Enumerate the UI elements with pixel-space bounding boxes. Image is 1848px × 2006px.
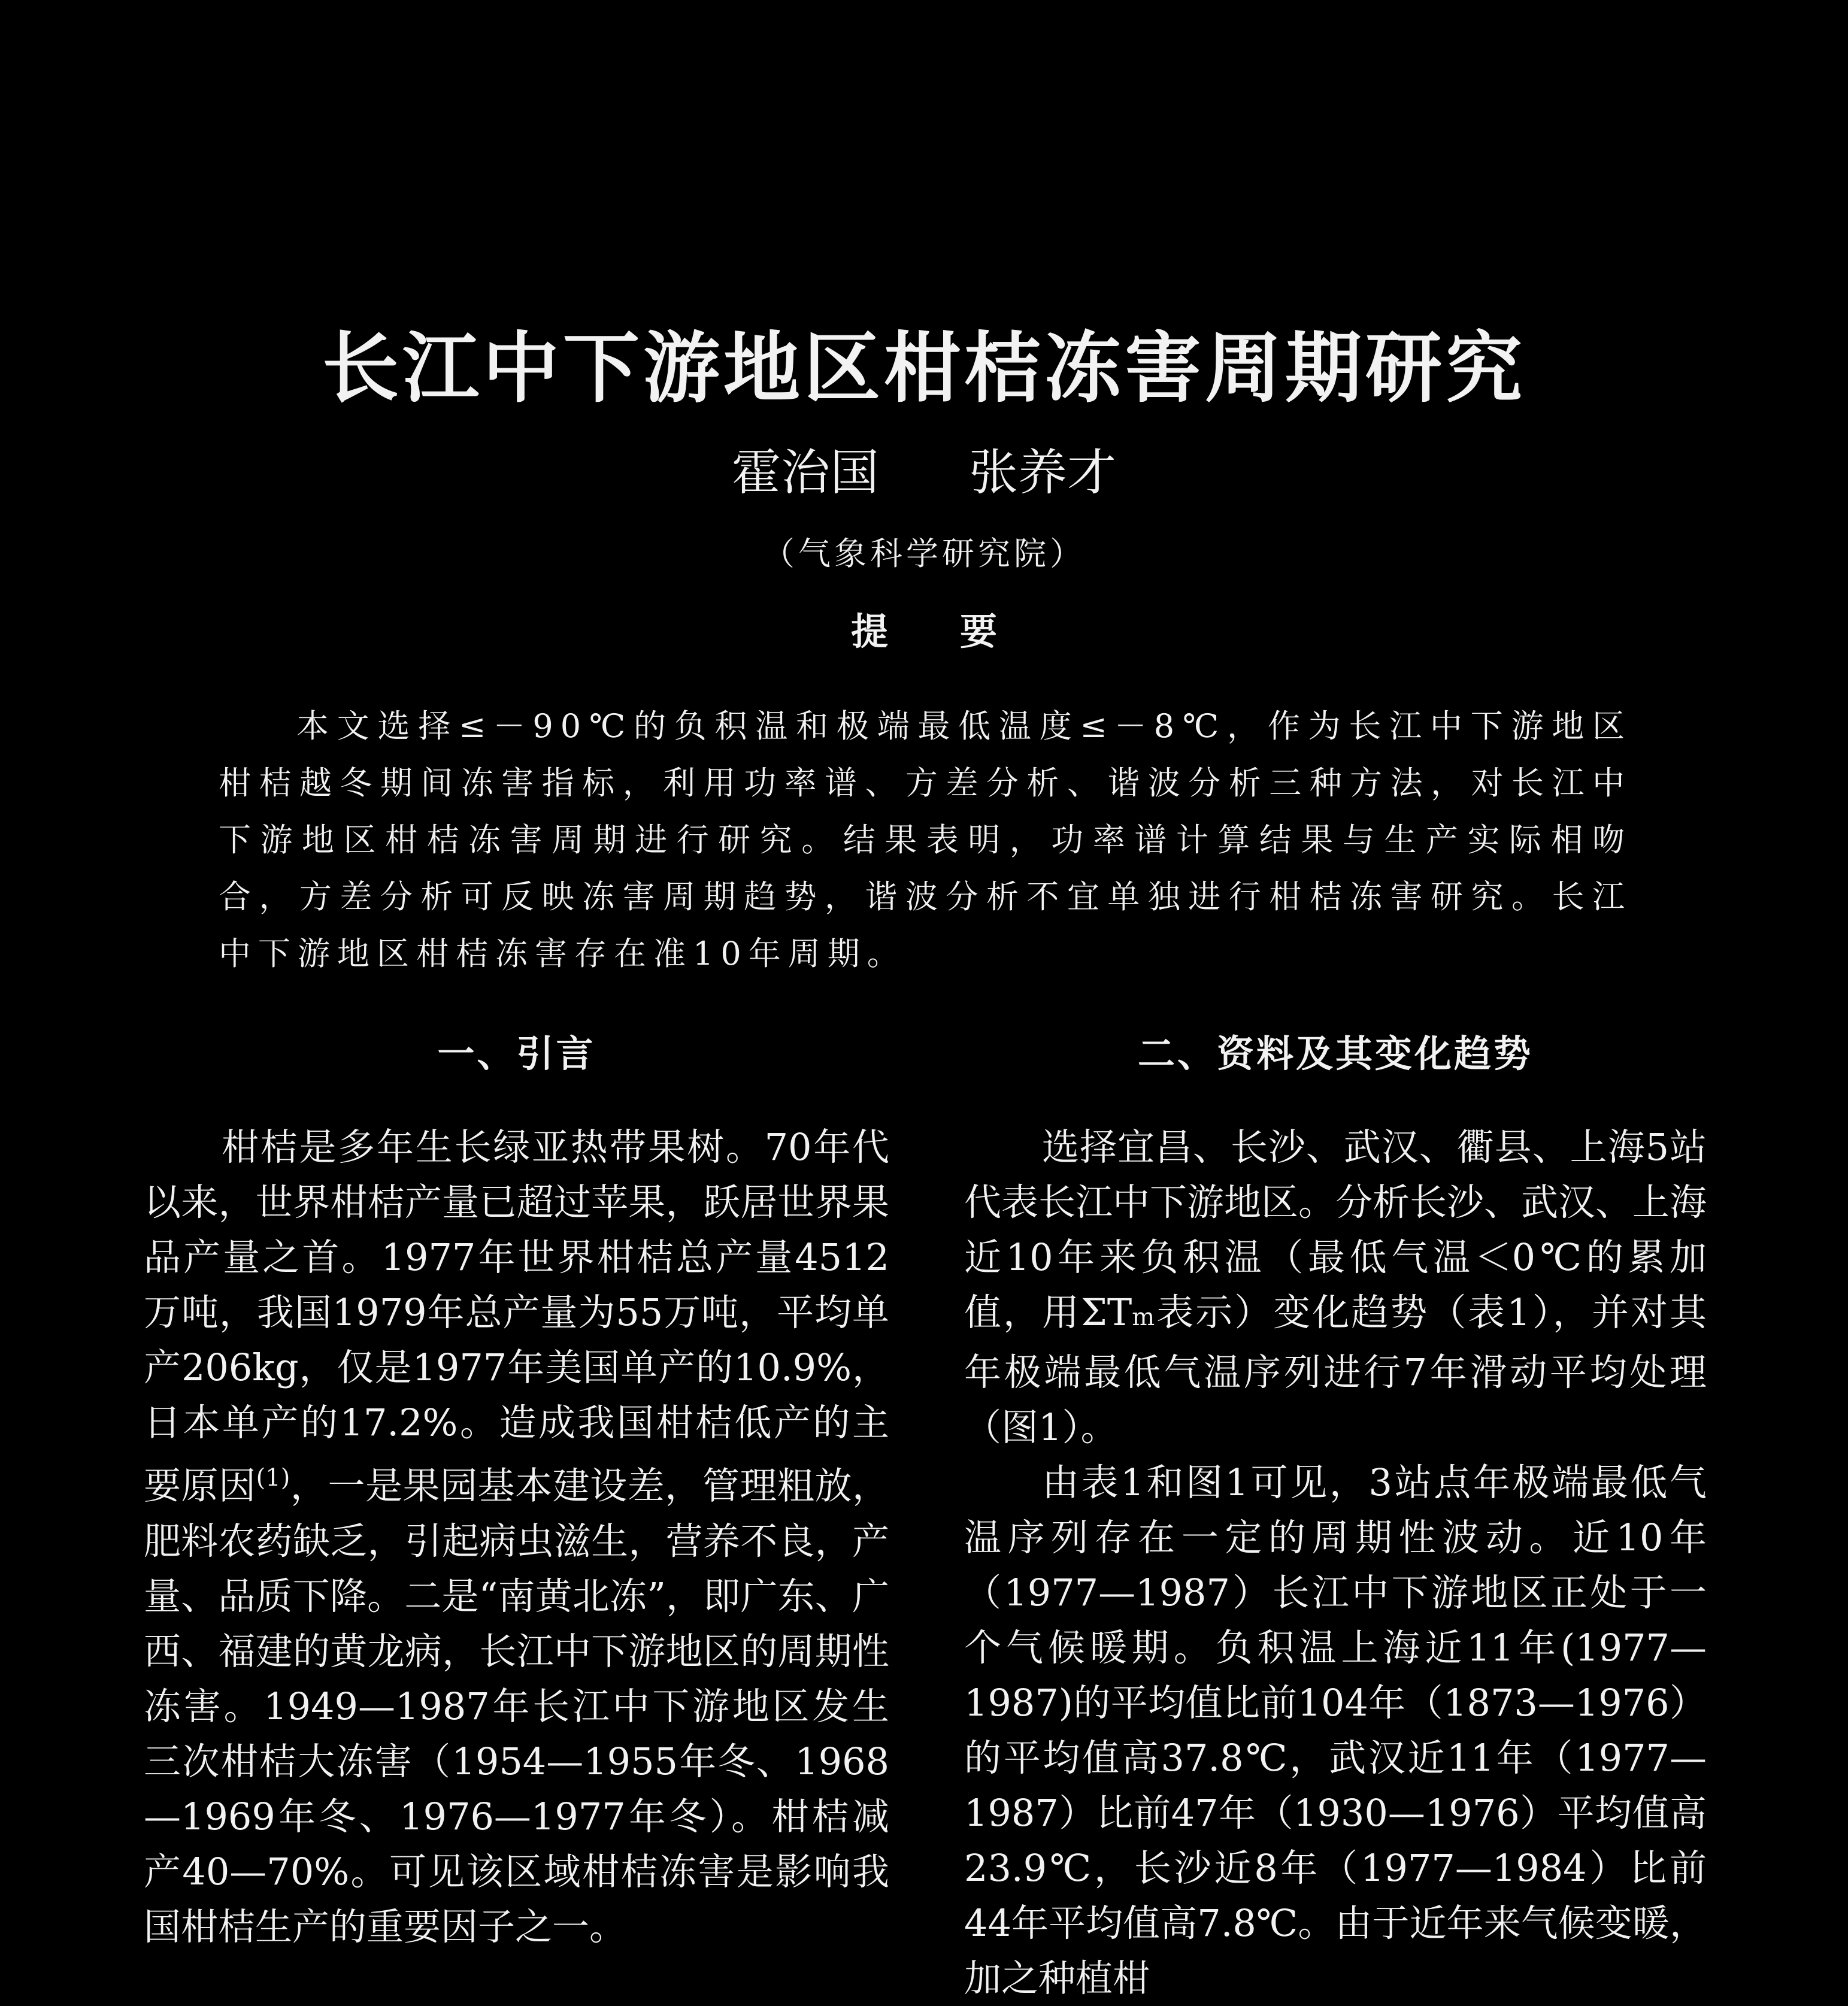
data-paragraph-1	[964, 1120, 1707, 1455]
affiliation: （气象科学研究院）	[762, 535, 1086, 572]
abstract-text: 本文选择≤－90℃的负积温和极端最低温度≤－8℃，作为长江中下游地区柑桔越冬期间冻害指标，利用功率谱、方差分析、谐波分析三种方法，对长江中下游地区柑桔冻害周期进行研究。结果表明，功率谱计算结果与生产实际相吻合，方差分析可反映冻害周期趋势，谐波分析不宜单独进行柑桔冻害研究。长江中下游地区柑桔冻害存在准10年周期。	[219, 707, 1632, 972]
author-name: 霍治国	[731, 444, 879, 501]
paper-title: 长江中下游地区柑桔冻害周期研究	[322, 323, 1526, 413]
citation-ref: (1)	[256, 1464, 290, 1492]
subscript-m: m	[1132, 1304, 1155, 1331]
intro-paragraph	[144, 1120, 889, 1955]
data-paragraph-2: 由表1和图1可见，3站点年极端最低气温序列存在一定的周期性波动。近10年（1977—1987）长江中下游地区正处于一个气候暖期。负积温上海近11年(1977—1987)的平均值比前104年（1873—1976）的平均值高37.8℃，武汉近11年（1977—1987）比前47年（1930—1976）平均值高23.9℃，长沙近8年（1977—1984）比前44年平均值高7.8℃。由于近年来气候变暖，加之种植柑	[964, 1460, 1707, 2000]
author-list	[0, 443, 1848, 503]
abstract-heading: 提要	[850, 610, 1069, 653]
section-heading-data: 二、资料及其变化趋势	[1137, 1032, 1533, 1075]
section-heading-intro: 一、引言	[437, 1032, 596, 1075]
data-text-part: 表示）变化趋势（表1），并对其年极端最低气温序列进行7年滑动平均处理（图1）。	[964, 1290, 1707, 1449]
author-name: 张养才	[969, 444, 1117, 501]
data-text-part: 选择宜昌、长沙、武汉、衢县、上海5站代表长江中下游地区。分析长沙、武汉、上海近10年来负积温（最低气温＜0℃的累加值，用ΣT	[964, 1125, 1707, 1334]
intro-text-part: ，一是果园基本建设差，管理粗放，肥料农药缺乏，引起病虫滋生，营养不良，产量、品质下降。二是“南黄北冻”，即广东、广西、福建的黄龙病，长江中下游地区的周期性冻害。1949—1987年长江中下游地区发生三次柑桔大冻害（1954—1955年冬、1968—1969年冬、1976—1977年冬）。柑桔减产40—70%。可见该区域柑桔冻害是影响我国柑桔生产的重要因子之一。	[144, 1463, 889, 1949]
right-column	[964, 1024, 1707, 2006]
intro-text-part: 柑桔是多年生长绿亚热带果树。70年代以来，世界柑桔产量已超过苹果，跃居世界果品产量之首。1977年世界柑桔总产量4512万吨，我国1979年总产量为55万吨，平均单产206kg，仅是1977年美国单产的10.9%，日本单产的17.2%。造成我国柑桔低产的主要原因	[144, 1125, 889, 1508]
left-column	[144, 1024, 889, 1955]
